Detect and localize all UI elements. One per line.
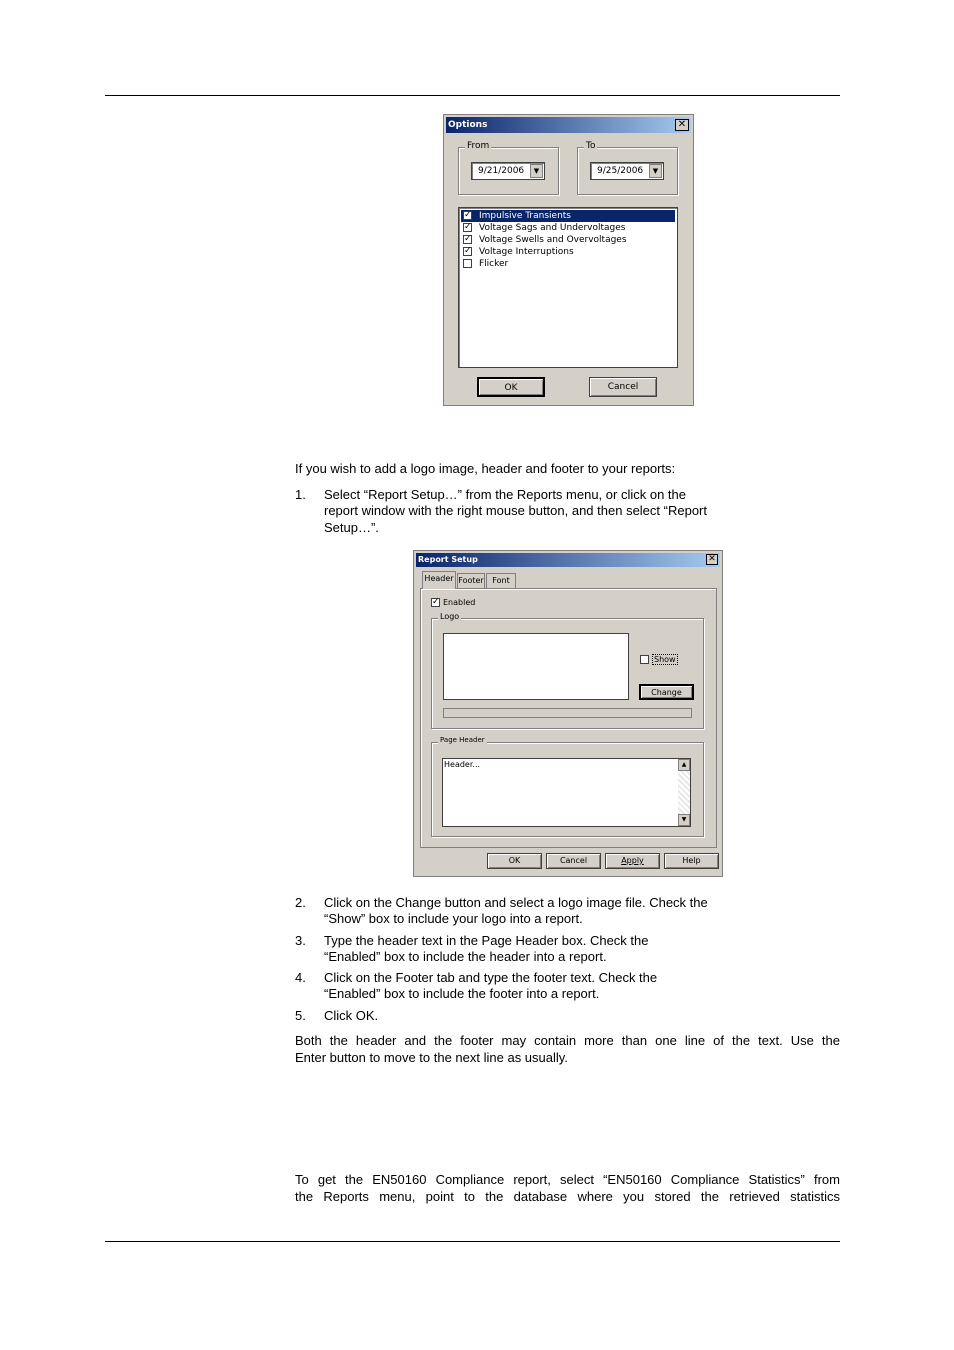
to-label: To bbox=[586, 141, 596, 151]
step-number: 3. bbox=[295, 933, 306, 948]
list-item-label: Voltage Sags and Undervoltages bbox=[479, 223, 626, 233]
event-type-list[interactable] bbox=[458, 207, 678, 368]
tab-panel bbox=[420, 588, 717, 848]
report-setup-dialog bbox=[413, 550, 723, 877]
step-number: 2. bbox=[295, 895, 306, 910]
list-item[interactable] bbox=[461, 258, 675, 270]
checkbox[interactable] bbox=[463, 259, 472, 268]
cancel-button[interactable]: Cancel bbox=[546, 853, 601, 869]
checkbox[interactable]: ✓ bbox=[464, 210, 472, 220]
page-header-label: Page Header bbox=[440, 736, 485, 744]
chevron-up-icon[interactable]: ▲ bbox=[678, 759, 690, 771]
enabled-label: Enabled bbox=[443, 598, 476, 607]
list-item[interactable] bbox=[461, 210, 675, 222]
page-header-group bbox=[431, 736, 704, 837]
options-dialog bbox=[443, 114, 694, 406]
scrollbar[interactable] bbox=[678, 759, 690, 826]
from-date-picker[interactable] bbox=[471, 162, 545, 180]
options-title-bar bbox=[446, 117, 691, 133]
help-button[interactable]: Help bbox=[664, 853, 719, 869]
options-title: Options bbox=[448, 120, 488, 130]
logo-preview bbox=[443, 633, 629, 700]
step-text-line: Type the header text in the Page Header box. Check the bbox=[324, 933, 649, 948]
header-text: Header... bbox=[444, 760, 481, 769]
step-number: 1. bbox=[295, 487, 306, 502]
intro-text: If you wish to add a logo image, header and footer to your reports: bbox=[295, 461, 676, 476]
ok-button[interactable]: OK bbox=[477, 377, 545, 397]
step-text-line: Select “Report Setup…” from the Reports menu, or click on the bbox=[324, 487, 686, 502]
to-date-value: 9/25/2006 bbox=[597, 166, 644, 176]
enabled-checkbox[interactable]: ✓ bbox=[432, 597, 440, 607]
checkbox[interactable]: ✓ bbox=[464, 222, 472, 232]
to-date-picker[interactable] bbox=[590, 162, 664, 180]
logo-path-bar bbox=[443, 708, 692, 718]
paragraph-line: Enter button to move to the next line as usually. bbox=[295, 1050, 568, 1065]
step-text-line: Click on the Footer tab and type the footer text. Check the bbox=[324, 970, 658, 985]
from-group bbox=[458, 141, 559, 195]
close-icon[interactable]: ✕ bbox=[706, 554, 718, 565]
close-icon[interactable]: ✕ bbox=[675, 119, 689, 131]
step-text-line: “Enabled” box to include the footer into a report. bbox=[324, 986, 600, 1001]
paragraph-line: the Reports menu, point to the database where you stored the retrieved statistics bbox=[295, 1189, 840, 1204]
tab-font[interactable]: Font bbox=[486, 573, 516, 589]
list-item[interactable] bbox=[461, 234, 675, 246]
chevron-down-icon[interactable]: ▼ bbox=[678, 814, 690, 826]
enabled-option[interactable] bbox=[431, 597, 475, 609]
list-item-label: Voltage Interruptions bbox=[479, 247, 574, 257]
chevron-down-icon[interactable]: ▼ bbox=[530, 164, 543, 178]
chevron-down-icon[interactable]: ▼ bbox=[649, 164, 662, 178]
list-item-label: Voltage Swells and Overvoltages bbox=[479, 235, 627, 245]
show-option[interactable] bbox=[640, 655, 678, 665]
from-date-value: 9/21/2006 bbox=[478, 166, 525, 176]
apply-button[interactable]: Apply bbox=[605, 853, 660, 869]
checkbox[interactable]: ✓ bbox=[464, 234, 472, 244]
logo-label: Logo bbox=[440, 612, 460, 621]
show-checkbox[interactable] bbox=[640, 655, 649, 664]
header-text-area[interactable] bbox=[442, 758, 691, 827]
checkbox[interactable]: ✓ bbox=[464, 246, 472, 256]
report-setup-title: Report Setup bbox=[418, 555, 478, 564]
report-setup-title-bar bbox=[416, 553, 720, 567]
list-item-label: Impulsive Transients bbox=[479, 211, 571, 221]
step-text-line: Click on the Change button and select a logo image file. Check the bbox=[324, 895, 708, 910]
tab-header[interactable]: Header bbox=[422, 571, 456, 589]
list-item[interactable] bbox=[461, 246, 675, 258]
to-group bbox=[577, 141, 678, 195]
paragraph-line: To get the EN50160 Compliance report, select “EN50160 Compliance Statistics” from bbox=[295, 1172, 840, 1187]
cancel-button[interactable]: Cancel bbox=[589, 377, 657, 397]
footer-rule bbox=[105, 1241, 840, 1242]
step-text-line: Setup…”. bbox=[324, 520, 379, 535]
tab-footer[interactable]: Footer bbox=[457, 573, 485, 589]
step-number: 5. bbox=[295, 1008, 306, 1023]
list-item[interactable] bbox=[461, 222, 675, 234]
paragraph-line: Both the header and the footer may contain more than one line of the text. Use the bbox=[295, 1033, 840, 1048]
logo-group bbox=[431, 612, 704, 729]
from-label: From bbox=[467, 141, 490, 151]
change-button[interactable]: Change bbox=[639, 684, 694, 700]
step-number: 4. bbox=[295, 970, 306, 985]
step-text-line: Click OK. bbox=[324, 1008, 379, 1023]
step-text-line: “Enabled” box to include the header into a report. bbox=[324, 949, 607, 964]
show-label: Show bbox=[654, 655, 676, 664]
step-text-line: “Show” box to include your logo into a report. bbox=[324, 911, 583, 926]
list-item-label: Flicker bbox=[479, 259, 509, 269]
header-rule bbox=[105, 95, 840, 96]
ok-button[interactable]: OK bbox=[487, 853, 542, 869]
step-text-line: report window with the right mouse button, and then select “Report bbox=[324, 503, 707, 518]
